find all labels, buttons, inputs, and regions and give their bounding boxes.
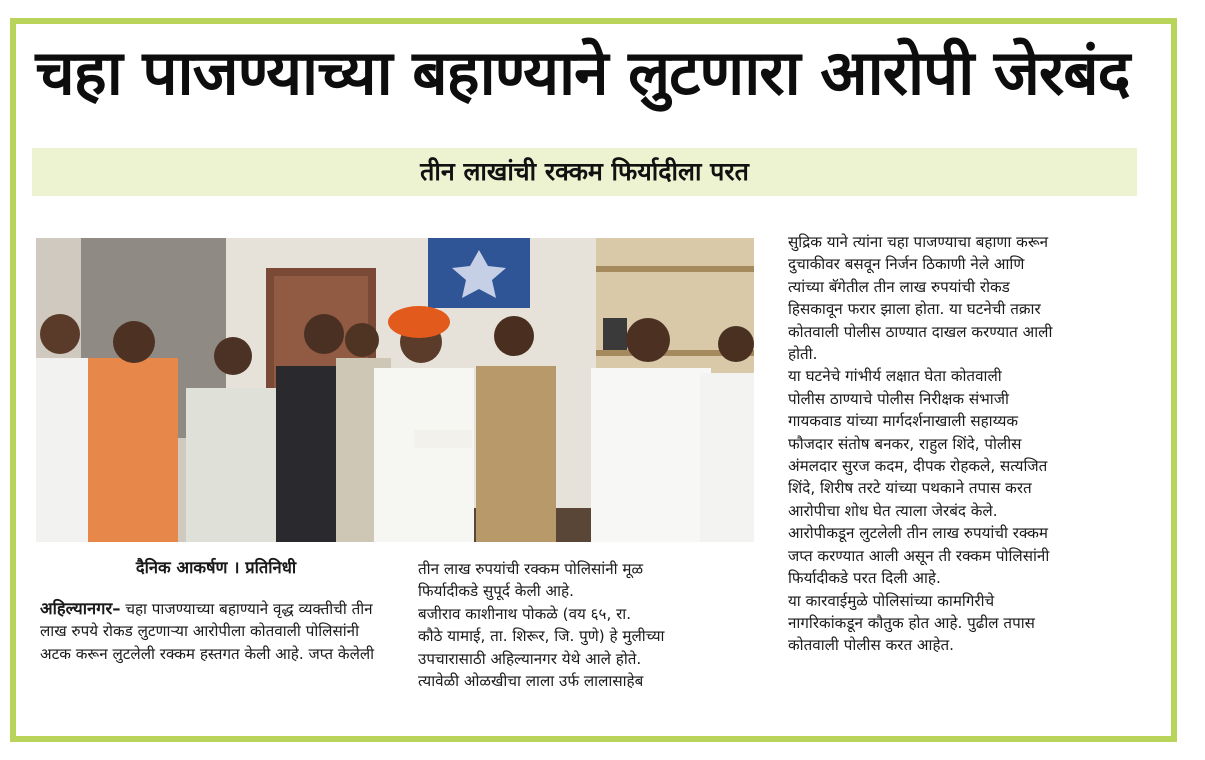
column-1-body: चहा पाजण्याच्या बहाण्याने वृद्ध व्यक्तीची तीन लाख रुपये रोकड लुटणाऱ्या आरोपीला कोतवाली पोलिसांनी अटक करून लुटलेली रक्कम हस्तगत केली आहे. जप्त केलेली [40,600,375,663]
article-column-3: सुद्रिक याने त्यांना चहा पाजण्याचा बहाणा करून दुचाकीवर बसवून निर्जन ठिकाणी नेले आणि त्यांच्या बॅगेतील तीन लाख रुपयांची रोकड हिसकावून फरार झाला होता. या घटनेची तक्रार कोतवाली पोलीस ठाण्यात दाखल करण्यात आली होती. या घटनेचे गांभीर्य लक्षात घेता कोतवाली पोलीस ठाण्याचे पोलीस निरीक्षक संभाजी गायकवाड यांच्या मार्गदर्शनाखाली सहाय्यक फौजदार संतोष बनकर, राहुल शिंदे, पोलीस अंमलदार सुरज कदम, दीपक रोहकले, सत्यजित शिंदे, शिरीष तरटे यांच्या पथकाने तपास करत आरोपीचा शोध घेत त्याला जेरबंद केले. आरोपीकडून लुटलेली तीन लाख रुपयांची रक्कम जप्त करण्यात आली असून ती रक्कम पोलिसांनी फिर्यादीकडे परत दिली आहे. या कारवाईमुळे पोलिसांच्या कामगिरीचे नागरिकांकडून कौतुक होत आहे. पुढील तपास कोतवाली पोलीस करत आहेत. [788,233,1053,655]
article-column-1 [40,598,380,665]
article-column-2: तीन लाख रुपयांची रक्कम पोलिसांनी मूळ फिर्यादीकडे सुपूर्द केली आहे. बजीराव काशीनाथ पोकळे (वय ६५, रा. कौठे यामाई, ता. शिरूर, जि. पुणे) हे मुलीच्या उपचारासाठी अहिल्यानगर येथे आले होते. त्यावेळी ओळखीचा लाला उर्फ लालासाहेब [418,560,665,691]
subheadline: तीन लाखांची रक्कम फिर्यादीला परत [420,157,749,186]
headline: चहा पाजण्याच्या बहाण्याने लुटणारा आरोपी जेरबंद [35,36,1130,109]
news-photo [36,238,754,542]
dateline: अहिल्यानगर– [40,599,121,618]
byline: दैनिक आकर्षण । प्रतिनिधी [135,558,297,577]
